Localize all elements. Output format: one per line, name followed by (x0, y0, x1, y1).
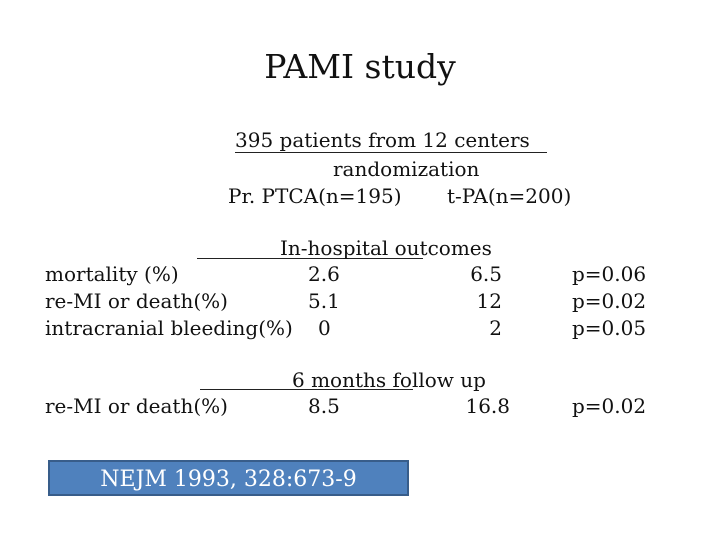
row-label: mortality (%) (45, 262, 179, 286)
tpa-value: 2 (489, 316, 502, 340)
enrollment-text: 395 patients from 12 centers (235, 128, 530, 152)
ptca-value: 8.5 (308, 394, 340, 418)
p-value: p=0.05 (572, 316, 647, 340)
ptca-value: 2.6 (308, 262, 340, 286)
row-label: intracranial bleeding(%) (45, 316, 293, 340)
p-value: p=0.02 (572, 289, 647, 313)
tpa-value: 12 (476, 289, 502, 313)
arm-tpa-label: t-PA(n=200) (447, 184, 572, 208)
reference-box (48, 460, 409, 496)
in-hospital-header: In-hospital outcomes (280, 236, 492, 260)
tpa-value: 6.5 (470, 262, 502, 286)
p-value: p=0.02 (572, 394, 647, 418)
p-value: p=0.06 (572, 262, 647, 286)
arm-ptca-label: Pr. PTCA(n=195) (228, 184, 402, 208)
tpa-value: 16.8 (465, 394, 510, 418)
follow-up-header: 6 months follow up (292, 368, 486, 392)
reference-text: NEJM 1993, 328:673-9 (100, 467, 357, 492)
ptca-value: 0 (318, 316, 331, 340)
randomization-text: randomization (333, 157, 480, 181)
row-label: re-MI or death(%) (45, 289, 228, 313)
enrollment-underline (235, 152, 547, 153)
ptca-value: 5.1 (308, 289, 340, 313)
row-label: re-MI or death(%) (45, 394, 228, 418)
slide-title: PAMI study (264, 47, 456, 86)
